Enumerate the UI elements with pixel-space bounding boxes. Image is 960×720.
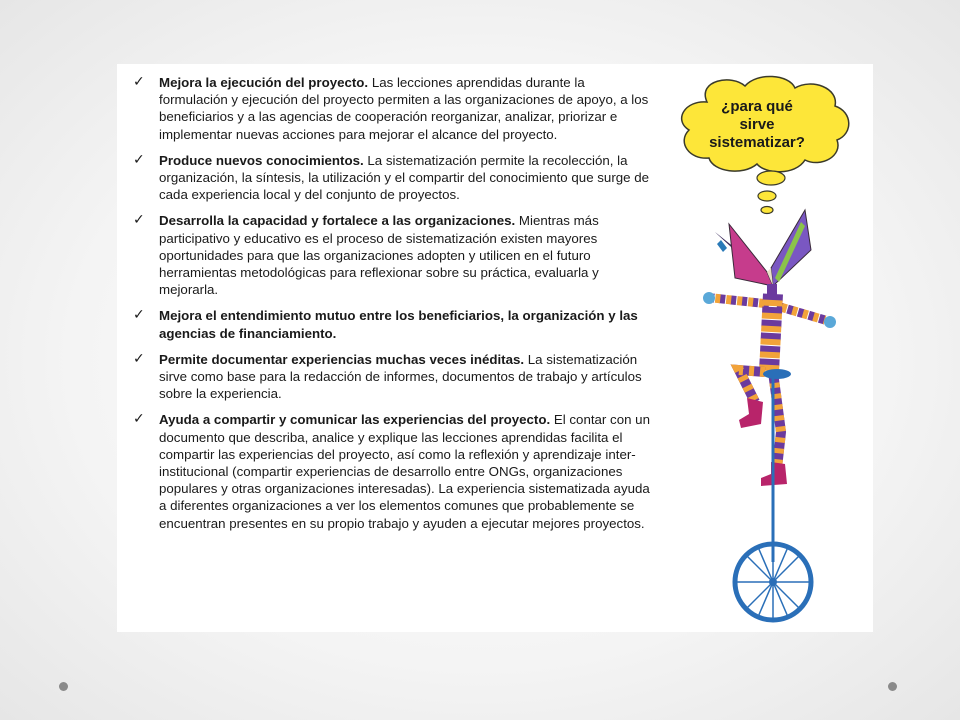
unicycle-book-illustration [677,72,873,628]
content-card [117,64,873,632]
striped-arm-icon [703,292,769,304]
list-item [131,351,651,403]
item-text: El contar con un documento que describa, analice y explique las lecciones aprendidas facilita el compartir las experiencias del proyecto, así como la reflexión y aprendizaje inter-institucional (compartir experiencias de desarrollo entre ONGs, organizaciones populares y otras organizaciones interesadas). La experiencia sistematizada ayuda a diferentes organizaciones a ver los elementos comunes que probablemente se encuentran presentes en su propio trabajo y ayuden a ejecutar mejores proyectos. [159,412,650,531]
item-heading: Permite documentar experiencias muchas veces inéditas. [159,351,525,367]
thought-dot-icon [758,191,776,201]
checkmark-icon: ✓ [133,307,145,324]
boot-icon [739,398,763,428]
checkmark-icon: ✓ [133,411,145,428]
item-text: Mientras más participativo y educativo es el proceso de sistematización existen mayores oportunidades para que las organizaciones adopten y utilicen en el futuro herramientas metodológicas para reflexionar sobre su práctica, evaluarla y mejorarla. [159,213,599,298]
unicycle-wheel-icon [735,544,811,620]
thought-bubble-text [677,98,837,152]
checkmark-icon: ✓ [133,151,145,168]
item-heading: Ayuda a compartir y comunicar las experiencias del proyecto. [159,412,551,428]
list-item [131,152,651,204]
bubble-line: sistematizar? [709,134,805,151]
bubble-line: ¿para qué [721,98,793,115]
list-item [131,307,651,341]
list-item [131,74,651,143]
item-heading: Mejora el entendimiento mutuo entre los beneficiarios, la organización y las agencias de financiamiento. [159,308,638,341]
item-text: Las lecciones aprendidas durante la formulación y ejecución del proyecto permiten a las organizaciones de apoyo, a los beneficiarios y a las agencias de cooperación reorganizar, analizar, priorizar e implementar nuevas acciones para mejorar el alcance del proyecto. [159,75,649,142]
list-item [131,411,651,531]
slide-nav-dot-left[interactable] [59,682,68,691]
item-text: La sistematización permite la recolección, la organización, la síntesis, la utilización y el compartir del conocimiento que surge de cada experiencia local y del conjunto de proyectos. [159,152,650,203]
striped-body-icon [769,294,773,372]
item-text: La sistematización sirve como base para la redacción de informes, documentos de trabajo y artículos sobre la experiencia. [159,351,642,402]
item-heading: Desarrolla la capacidad y fortalece a las organizaciones. [159,213,516,229]
list-item [131,212,651,298]
striped-arm-icon [777,306,836,328]
item-heading: Produce nuevos conocimientos. [159,152,364,168]
thought-dot-icon [757,171,785,185]
checkmark-icon: ✓ [133,350,145,367]
benefits-list [131,74,651,541]
bubble-line: sirve [739,116,775,133]
item-heading: Mejora la ejecución del proyecto. [159,75,369,90]
checkmark-icon: ✓ [133,212,145,229]
thought-dot-icon [761,207,773,214]
checkmark-icon: ✓ [133,74,145,90]
book-head-icon [715,210,811,286]
illustration-svg [677,72,873,628]
slide-nav-dot-right[interactable] [888,682,897,691]
